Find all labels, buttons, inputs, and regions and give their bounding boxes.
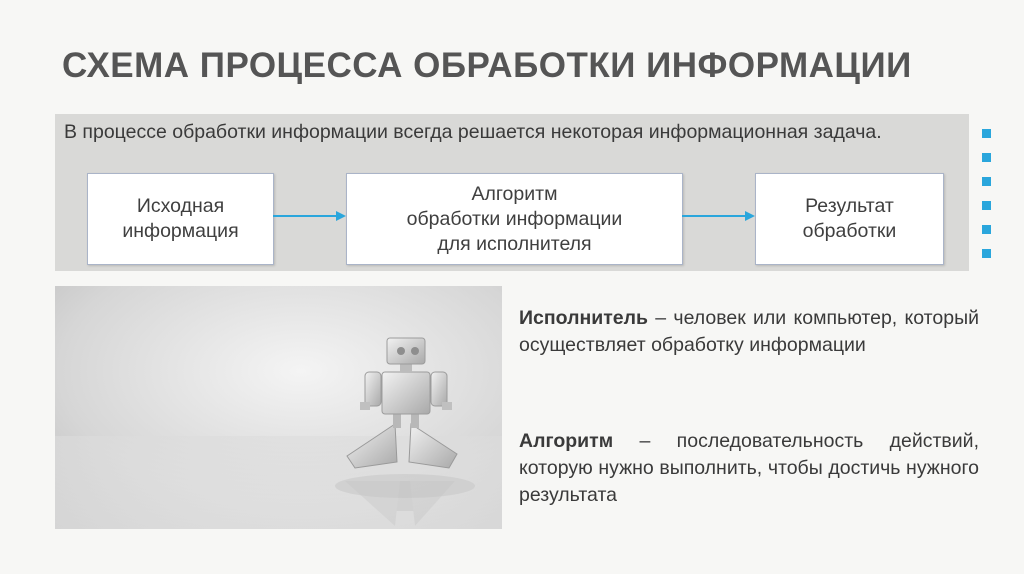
square-dot-icon: [982, 249, 991, 258]
term-algorithm: Алгоритм: [519, 430, 614, 452]
robot-image: [55, 286, 502, 529]
square-dots-decoration: [982, 129, 991, 273]
square-dot-icon: [982, 225, 991, 234]
input-info-box: Исходная информация: [87, 173, 274, 265]
algorithm-box: Алгоритм обработки информации для исполнителя: [346, 173, 683, 265]
right-arrow-icon: [681, 208, 757, 224]
definition-algorithm-text: – последовательность действий, которую нужно выполнить, чтобы достичь нужного результата: [519, 430, 979, 506]
term-executor: Исполнитель: [519, 307, 648, 329]
slide-title: СХЕМА ПРОЦЕССА ОБРАБОТКИ ИНФОРМАЦИИ: [62, 46, 912, 85]
definition-executor: [519, 305, 979, 359]
intro-text: В процессе обработки информации всегда решается некоторая информационная задача.: [64, 121, 882, 143]
square-dot-icon: [982, 177, 991, 186]
square-dot-icon: [982, 201, 991, 210]
result-box: Результат обработки: [755, 173, 944, 265]
definition-algorithm: [519, 428, 979, 509]
definition-executor-text: – человек или компьютер, который осуществляет обработку информации: [519, 307, 979, 356]
square-dot-icon: [982, 129, 991, 138]
square-dot-icon: [982, 153, 991, 162]
right-arrow-icon: [272, 208, 348, 224]
